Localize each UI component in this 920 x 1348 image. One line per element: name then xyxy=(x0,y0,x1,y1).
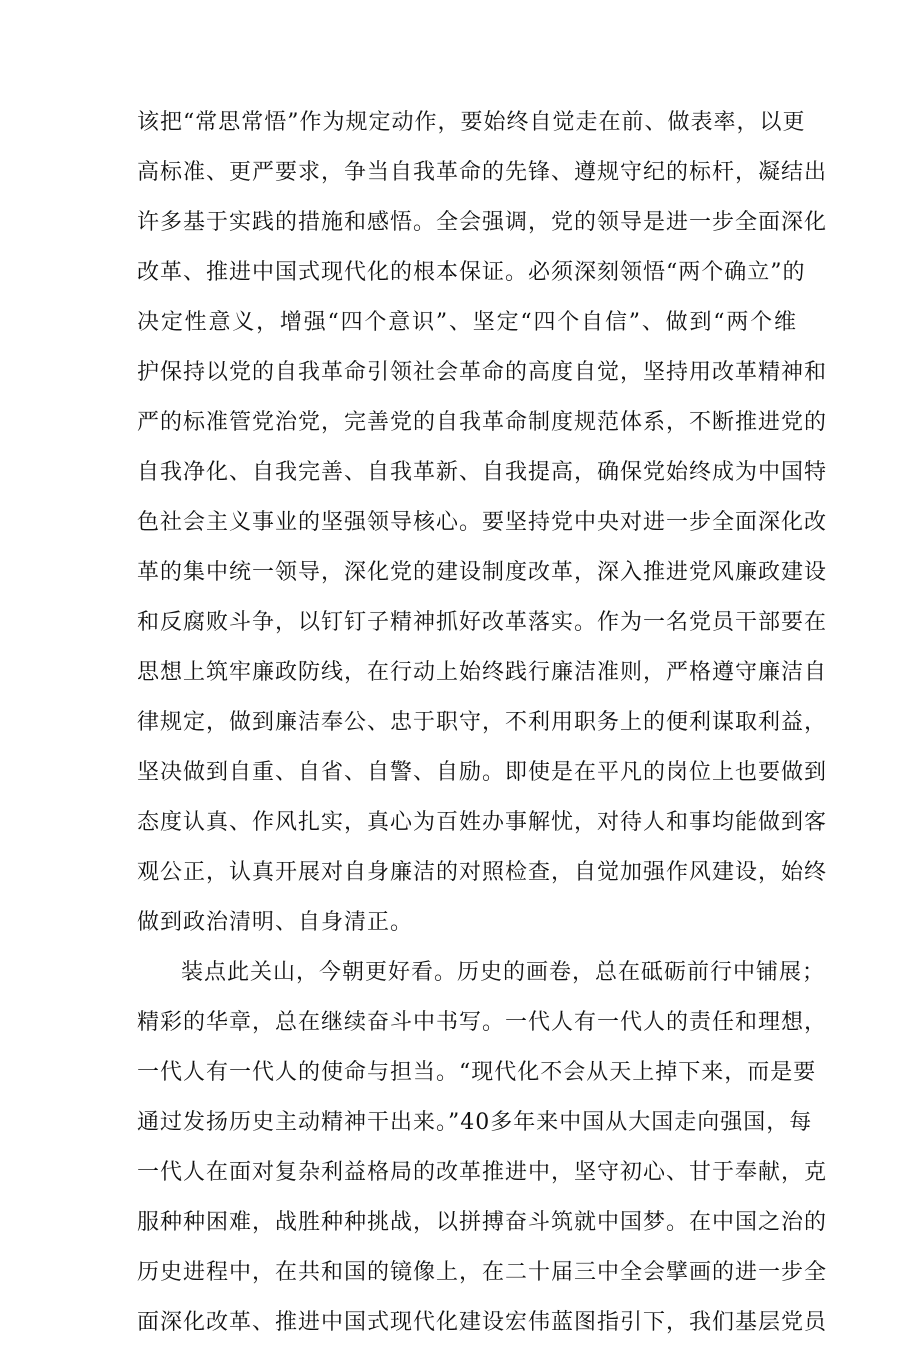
text-line: 服种种困难，战胜种种挑战，以拼搏奋斗筑就中国梦。在中国之治的 xyxy=(137,1210,828,1235)
text-line: 护保持以党的自我革命引领社会革命的高度自觉，坚持用改革精神和 xyxy=(137,360,828,385)
text-line: 做到政治清明、自身清正。 xyxy=(137,910,414,935)
text-line: 和反腐败斗争，以钉钉子精神抓好改革落实。作为一名党员干部要在 xyxy=(137,610,828,635)
text-line: 观公正，认真开展对自身廉洁的对照检查，自觉加强作风建设，始终 xyxy=(137,860,828,885)
text-line: 许多基于实践的措施和感悟。全会强调，党的领导是进一步全面深化 xyxy=(137,210,828,235)
body-text xyxy=(137,98,828,1348)
text-line: 一代人在面对复杂利益格局的改革推进中，坚守初心、甘于奉献，克 xyxy=(137,1160,828,1185)
text-line: 严的标准管党治党，完善党的自我革命制度规范体系，不断推进党的 xyxy=(137,410,828,435)
text-line: 态度认真、作风扎实，真心为百姓办事解忧，对待人和事均能做到客 xyxy=(137,810,828,835)
text-line: 高标准、更严要求，争当自我革命的先锋、遵规守纪的标杆，凝结出 xyxy=(137,160,828,185)
text-line: 精彩的华章，总在继续奋斗中书写。一代人有一代人的责任和理想， xyxy=(137,1010,828,1035)
text-line: 该把“常思常悟”作为规定动作，要始终自觉走在前、做表率，以更 xyxy=(137,110,806,135)
text-line: 改革、推进中国式现代化的根本保证。必须深刻领悟“两个确立”的 xyxy=(137,260,806,285)
paragraph-2 xyxy=(137,948,828,1348)
text-line: 一代人有一代人的使命与担当。“现代化不会从天上掉下来，而是要 xyxy=(137,1060,817,1085)
text-line: 决定性意义，增强“四个意识”、坚定“四个自信”、做到“两个维 xyxy=(137,310,797,335)
text-line: 思想上筑牢廉政防线，在行动上始终践行廉洁准则，严格遵守廉洁自 xyxy=(137,660,828,685)
paragraph-1 xyxy=(137,98,828,948)
text-line: 装点此关山，今朝更好看。历史的画卷，总在砥砺前行中铺展； xyxy=(181,960,826,985)
text-line: 通过发扬历史主动精神干出来。”40多年来中国从大国走向强国，每 xyxy=(137,1110,813,1135)
text-line: 革的集中统一领导，深化党的建设制度改革，深入推进党风廉政建设 xyxy=(137,560,828,585)
text-line: 色社会主义事业的坚强领导核心。要坚持党中央对进一步全面深化改 xyxy=(137,510,828,535)
text-line: 自我净化、自我完善、自我革新、自我提高，确保党始终成为中国特 xyxy=(137,460,828,485)
text-line: 坚决做到自重、自省、自警、自励。即使是在平凡的岗位上也要做到 xyxy=(137,760,828,785)
text-line: 历史进程中，在共和国的镜像上，在二十届三中全会擘画的进一步全 xyxy=(137,1260,828,1285)
text-line: 律规定，做到廉洁奉公、忠于职守，不利用职务上的便利谋取利益， xyxy=(137,710,828,735)
text-line: 面深化改革、推进中国式现代化建设宏伟蓝图指引下，我们基层党员 xyxy=(137,1310,828,1335)
